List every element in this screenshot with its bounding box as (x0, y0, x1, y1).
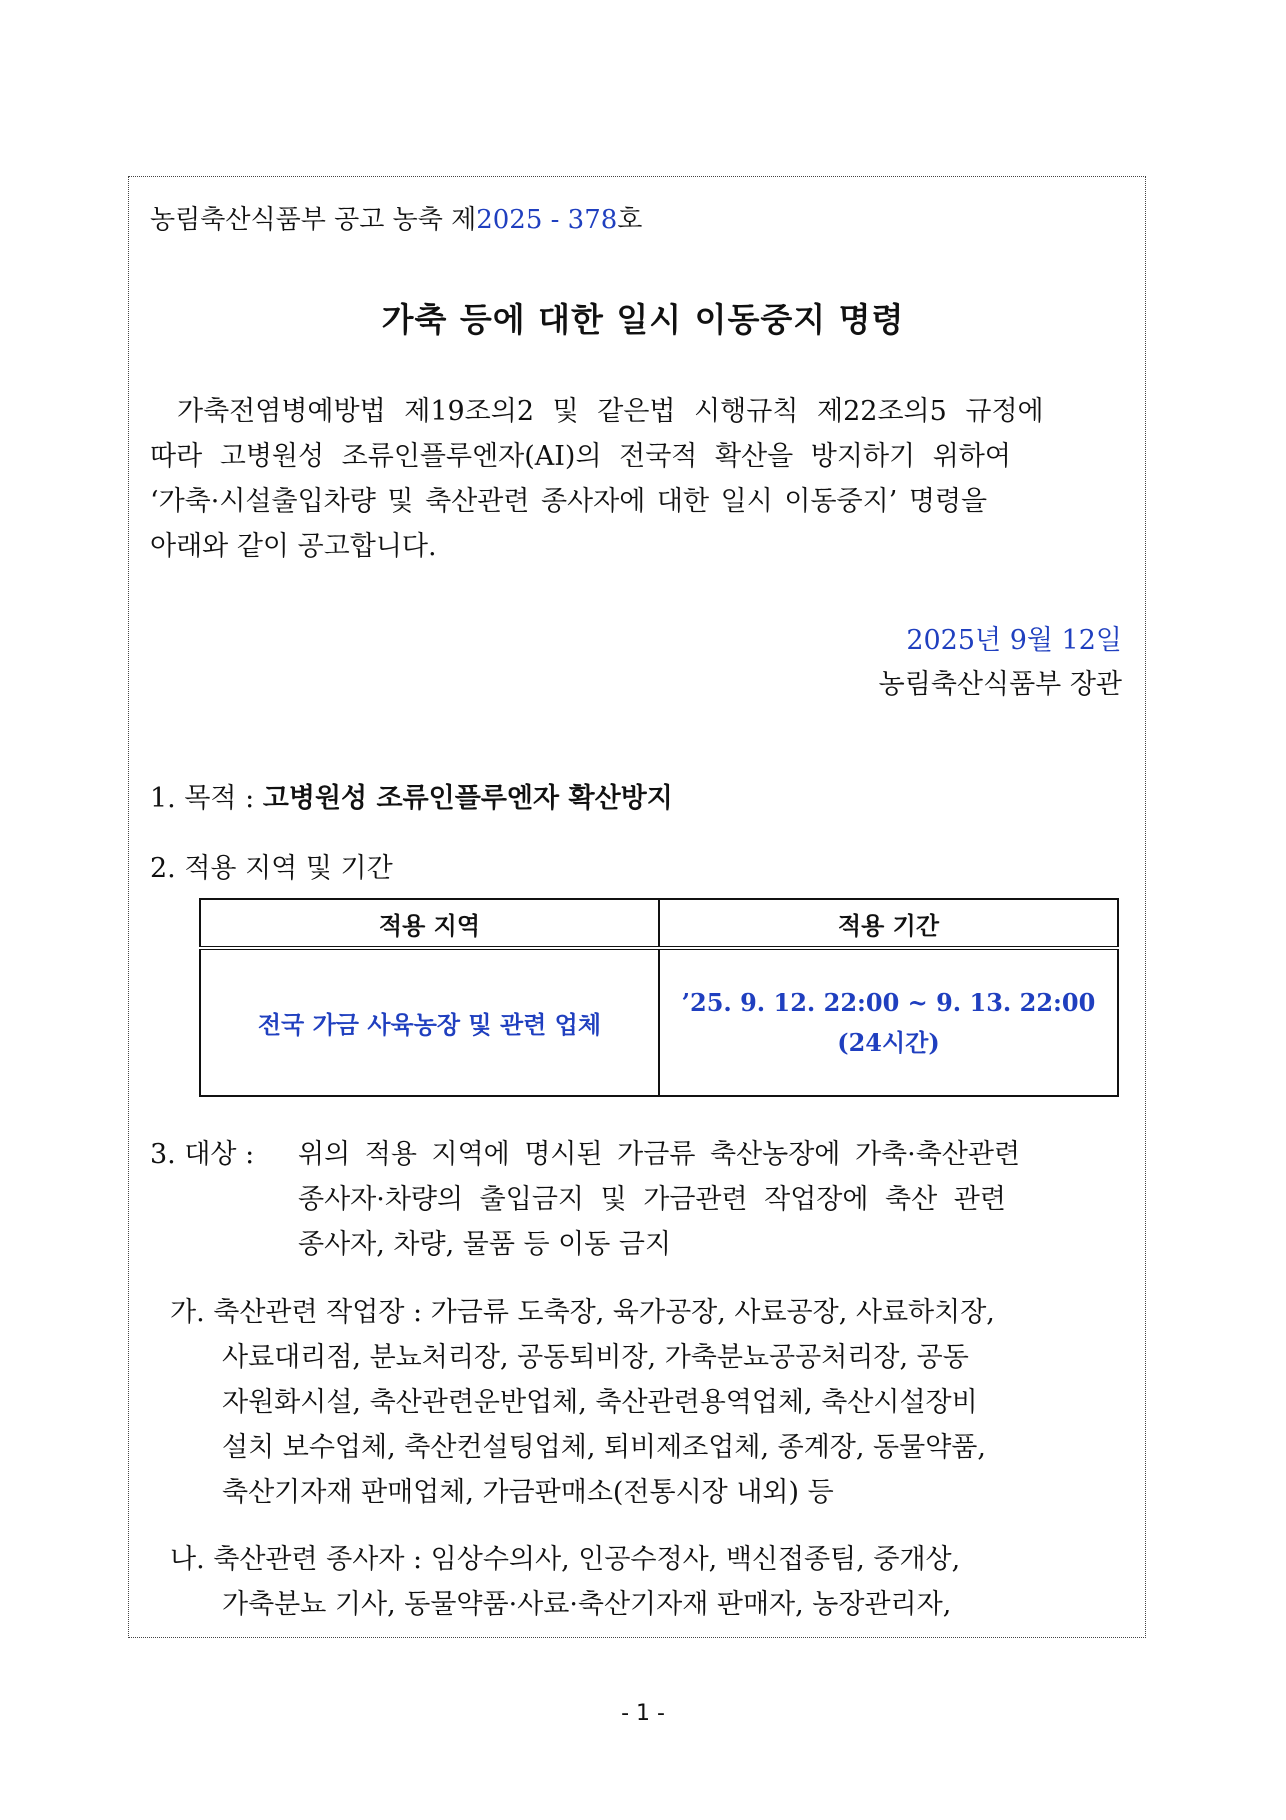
table-header-period: 적용 기간 (659, 899, 1118, 948)
notice-date: 2025년 9월 12일 (906, 625, 1122, 656)
item-purpose-value: 고병원성 조류인플루엔자 확산방지 (262, 783, 673, 814)
item-purpose (150, 776, 673, 815)
intro-line: 가축전염병예방법 제19조의2 및 같은법 시행규칙 제22조의5 규정에 (177, 396, 1044, 427)
intro-line: ‘가축·시설출입차량 및 축산관련 종사자에 대한 일시 이동중지’ 명령을 (150, 486, 988, 517)
intro-line: 따라 고병원성 조류인플루엔자(AI)의 전국적 확산을 방지하기 위하여 (150, 441, 1011, 472)
issuer: 농림축산식품부 장관 (878, 669, 1122, 700)
table-cell-area: 전국 가금 사육농장 및 관련 업체 (200, 948, 659, 1096)
table-row (200, 948, 1118, 1096)
table-header-area: 적용 지역 (200, 899, 659, 948)
document-title: 가축 등에 대한 일시 이동중지 명령 (381, 300, 905, 339)
item-target-body: 위의 적용 지역에 명시된 가금류 축산농장에 가축·축산관련 종사자·차량의 출입금지 및 가금관련 작업장에 축산 관련 종사자, 차량, 물품 등 이동 금지 (298, 1139, 1021, 1260)
intro-line: 아래와 같이 공고합니다. (150, 531, 437, 562)
page-number: - 1 - (621, 1701, 665, 1726)
item-area-period: 2. 적용 지역 및 기간 (150, 853, 393, 884)
area-period-table (199, 898, 1119, 1097)
intro-paragraph (150, 389, 1125, 569)
notice-number: 농림축산식품부 공고 농축 제2025 - 378호 (150, 205, 643, 235)
table-cell-period: ’25. 9. 12. 22:00 ~ 9. 13. 22:00 (24시간) (659, 948, 1118, 1096)
item-target-label: 3. 대상 : (150, 1139, 255, 1170)
sub-item-workplaces-cont: 사료대리점, 분뇨처리장, 공동퇴비장, 가축분뇨공공처리장, 공동 자원화시설, 축산관련운반업체, 축산관련용역업체, 축산시설장비 설치 보수업체, 축산컨설팅업체, 퇴비제조업체, 종계장, 동물약품, 축산기자재 판매업체, 가금판매소(전통시장 내외) 등 (222, 1342, 986, 1508)
sub-item-workers: 나. 축산관련 종사자 : 임상수의사, 인공수정사, 백신접종팀, 중개상, (170, 1544, 961, 1575)
sub-item-workplaces: 가. 축산관련 작업장 : 가금류 도축장, 육가공장, 사료공장, 사료하치장, (170, 1297, 995, 1328)
sub-item-workers-cont: 가축분뇨 기사, 동물약품·사료·축산기자재 판매자, 농장관리자, (222, 1589, 952, 1620)
item-purpose-label: 1. 목적 : (150, 783, 263, 814)
